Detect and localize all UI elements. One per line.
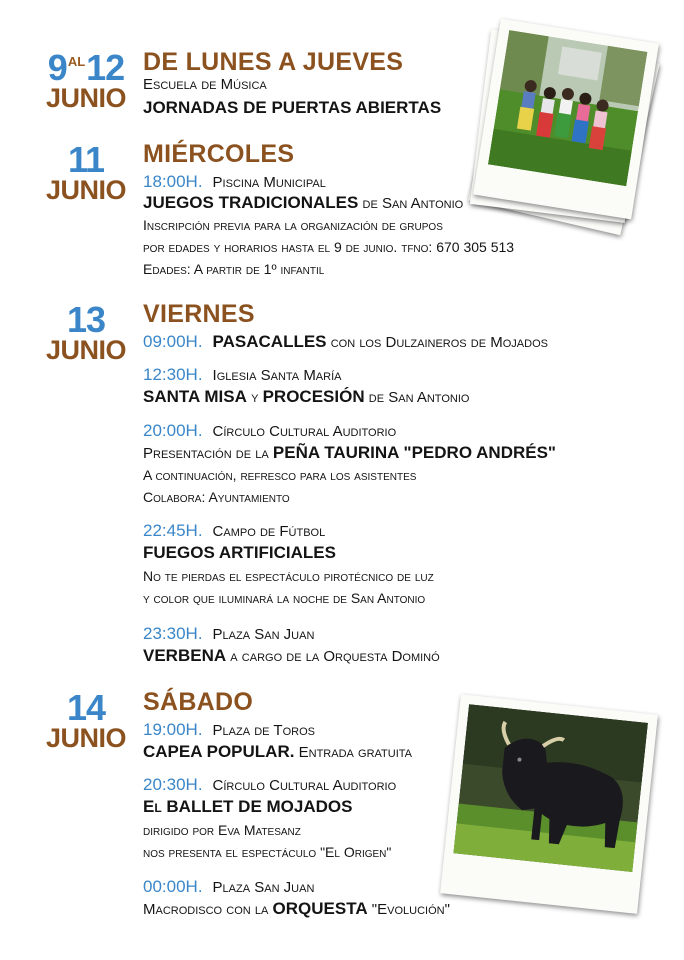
event-title [143, 388, 469, 405]
event-note: A continuación, refresco para los asistentes [143, 467, 417, 483]
event-header [143, 776, 396, 793]
date-day: 14 [66, 687, 106, 728]
event-note: dirigido por Eva Matesanz [143, 822, 301, 838]
date-badge-14 [44, 687, 128, 753]
event-header [143, 422, 396, 439]
event-title-strong: PROCESIÓN [262, 387, 365, 406]
event-header [143, 721, 315, 738]
event-note: Inscripción previa para la organización de grupos [143, 217, 443, 233]
event-title-strong: ORQUESTA [272, 899, 368, 918]
event-note: por edades y horarios hasta el 9 de junio. tfno: 670 305 513 [143, 239, 515, 255]
event-place: Campo de Fútbol [212, 523, 326, 540]
event-header [143, 173, 326, 190]
event-title [143, 900, 450, 917]
event-note: Colabora: Ayuntamiento [143, 489, 290, 505]
event-place: Círculo Cultural Auditorio [212, 423, 397, 440]
event-title [143, 194, 463, 211]
date-badge-9-12 [44, 47, 128, 113]
event-time: 18:00H. [143, 172, 203, 191]
event-title-rest: de San Antonio [368, 389, 470, 406]
event-time: 23:30H. [143, 624, 203, 643]
event-title-rest: "Evolución" [371, 901, 450, 918]
day-title: VIERNES [143, 300, 255, 328]
event-note: nos presenta el espectáculo "El Origen" [143, 844, 392, 860]
event-note: No te pierdas el espectáculo pirotécnico de luz [143, 568, 434, 584]
event-time: 20:30H. [143, 775, 203, 794]
date-month: JUNIO [45, 83, 127, 113]
day-line: JORNADAS DE PUERTAS ABIERTAS [143, 98, 442, 117]
date-to: 12 [86, 47, 125, 88]
date-month: JUNIO [45, 175, 127, 205]
event-title-strong: VERBENA [143, 646, 227, 665]
event-place: Círculo Cultural Auditorio [212, 777, 397, 794]
event-title-rest: con los Dulzaineros de Mojados [330, 334, 548, 351]
event-title-strong: JUEGOS TRADICIONALES [143, 193, 359, 212]
event-note: Edades: A partir de 1º infantil [143, 261, 325, 277]
event-title-mid: y [251, 389, 259, 406]
event-title-rest: a cargo de la Orquesta Dominó [230, 648, 440, 665]
event-title-pre: Macrodisco con la [143, 901, 269, 918]
event-header [143, 522, 325, 539]
event-title-rest: Entrada gratuita [298, 744, 413, 761]
event-title [143, 647, 440, 664]
event-time: 12:30H. [143, 365, 203, 384]
day-line: Escuela de Música [143, 76, 267, 93]
date-day: 11 [67, 139, 105, 180]
event-title [143, 743, 412, 760]
event-header [143, 366, 341, 383]
event-time: 22:45H. [143, 521, 203, 540]
date-month: JUNIO [45, 335, 127, 365]
event-title-pre: Presentación de la [143, 445, 269, 462]
kids-sack-race-image [488, 30, 648, 186]
event-place: Plaza San Juan [212, 879, 315, 896]
event-header [143, 333, 548, 350]
event-title-strong: PASACALLES [212, 332, 327, 351]
date-day: 13 [66, 299, 106, 340]
day-title: SÁBADO [143, 688, 254, 716]
day-title: DE LUNES A JUEVES [143, 48, 404, 76]
event-title [143, 444, 556, 461]
event-title-strong: PEÑA TAURINA "PEDRO ANDRÉS" [272, 443, 556, 462]
event-title-strong: El BALLET DE MOJADOS [143, 797, 353, 816]
event-title-strong: SANTA MISA [143, 387, 247, 406]
event-place: Piscina Municipal [212, 174, 326, 191]
event-time: 00:00H. [143, 877, 203, 896]
event-place: Plaza de Toros [212, 722, 315, 739]
date-joiner: AL [67, 54, 86, 69]
event-place: Iglesia Santa María [212, 367, 342, 384]
date-month: JUNIO [45, 723, 127, 753]
photo-bull [440, 694, 658, 914]
date-badge-13 [44, 299, 128, 365]
event-place: Plaza San Juan [212, 626, 315, 643]
photo-kids-sack-race [473, 19, 659, 220]
event-time: 20:00H. [143, 421, 203, 440]
event-time: 09:00H. [143, 332, 203, 351]
event-header [143, 878, 314, 895]
day-title: MIÉRCOLES [143, 140, 295, 168]
event-note: y color que iluminará la noche de San Antonio [143, 590, 426, 606]
event-title-strong: CAPEA POPULAR. [143, 742, 295, 761]
event-time: 19:00H. [143, 720, 203, 739]
date-from: 9 [47, 47, 67, 88]
date-badge-11 [44, 139, 128, 205]
event-header [143, 625, 314, 642]
event-title-rest: de San Antonio [362, 195, 464, 212]
bull-image [453, 704, 648, 872]
event-title-strong: FUEGOS ARTIFICIALES [143, 543, 336, 562]
